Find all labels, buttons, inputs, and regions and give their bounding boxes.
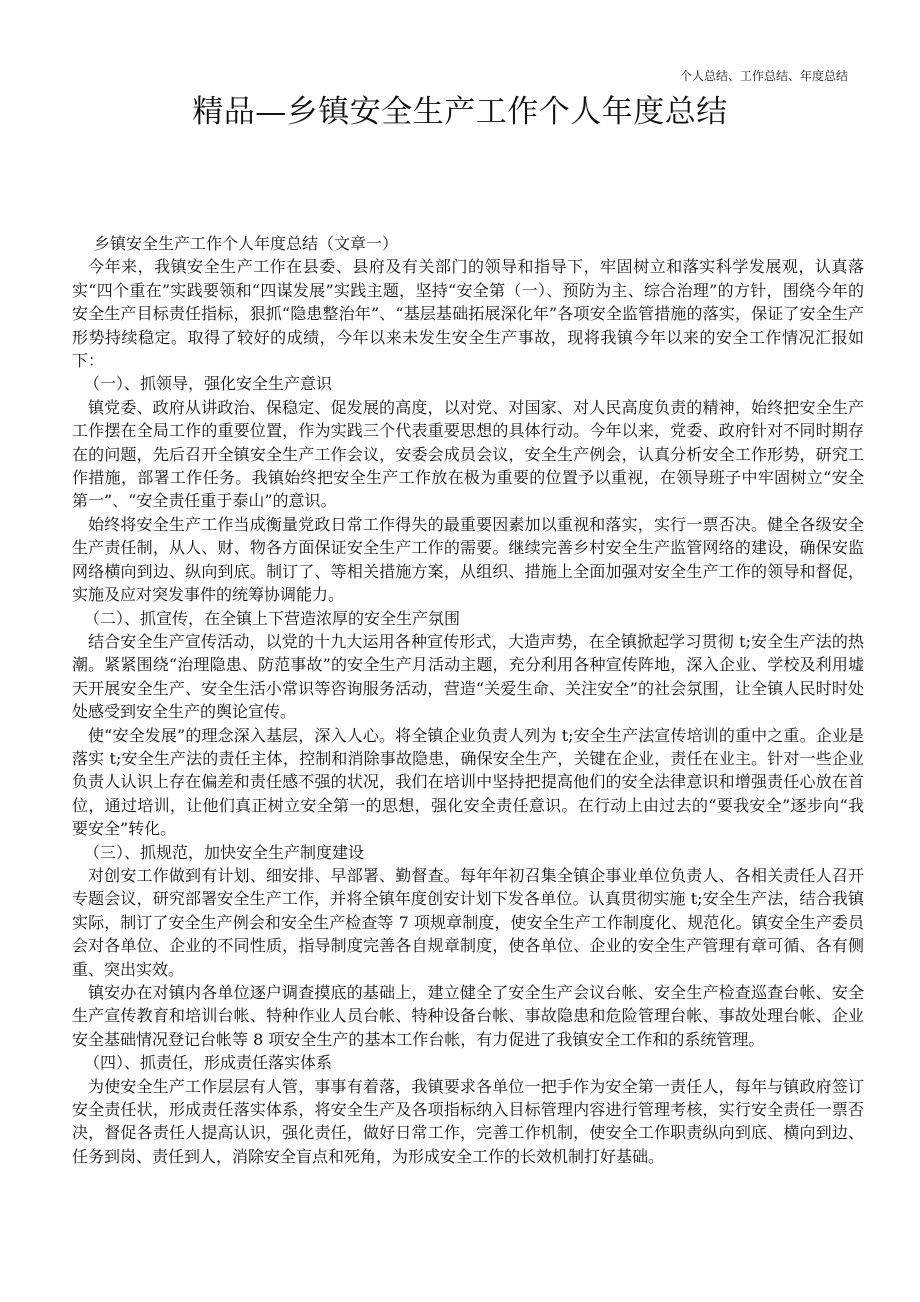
section-heading: （四）、抓责任，形成责任落实体系 [84,1053,333,1073]
header-note: 个人总结、工作总结、年度总结 [679,69,848,83]
body-paragraph: 镇安办在对镇内各单位逐户调查摸底的基础上，建立健全了安全生产会议台帐、安全生产检查巡查台帐、安全生产宣传教育和培训台帐、特种作业人员台帐、特种设备台帐、事故隐患和危险管理台帐、事故处理台帐、企业安全基础情况登记台帐等 8 项安全生产的基本工作台帐，有力促进了我镇安全工作和的系统管理。 [72,983,864,1049]
document-title: 精品—乡镇安全生产工作个人年度总结 [192,94,728,130]
document-body [72,232,864,1168]
body-paragraph: 为使安全生产工作层层有人管，事事有着落，我镇要求各单位一把手作为安全第一责任人，每年与镇政府签订安全责任状，形成责任落实体系，将安全生产及各项指标纳入目标管理内容进行管理考核，实行安全责任一票否决，督促各责任人提高认识，强化责任，做好日常工作，完善工作机制，使安全工作职责纵向到底、横向到边、任务到岗、责任到人，消除安全盲点和死角，为形成安全工作的长效机制打好基础。 [72,1076,864,1166]
body-paragraph: 始终将安全生产工作当成衡量党政日常工作得失的最重要因素加以重视和落实，实行一票否决。健全各级安全生产责任制，从人、财、物各方面保证安全生产工作的需要。继续完善乡村安全生产监管网络的建设，确保安监网络横向到边、纵向到底。制订了、等相关措施方案，从组织、措施上全面加强对安全生产工作的领导和督促，实施及应对突发事件的统筹协调能力。 [72,514,864,605]
section-heading: （三）、抓规范，加快安全生产制度建设 [84,842,365,862]
section-heading: （二）、抓宣传，在全镇上下营造浓厚的安全生产氛围 [84,608,461,628]
body-paragraph: 使“安全发展”的理念深入基层，深入人心。将全镇企业负责人列为 t;安全生产法宣传培训的重中之重。企业是落实 t;安全生产法的责任主体，控制和消除事故隐患，确保安全生产，关键在企业，责任在业主。针对一些企业负责人认识上存在偏差和责任感不强的状况，我们在培训中坚持把提高他们的安全法律意识和增强责任心放在首位，通过培训，让他们真正树立安全第一的思想，强化安全责任意识。在行动上由过去的“要我安全”逐步向“我要安全”转化。 [72,725,864,839]
body-paragraph: 对创安工作做到有计划、细安排、早部署、勤督查。每年年初召集全镇企事业单位负责人、各相关责任人召开专题会议，研究部署安全生产工作，并将全镇年度创安计划下发各单位。认真贯彻实施 t;安全生产法，结合我镇实际，制订了安全生产例会和安全生产检查等 7 项规章制度，使安全生产工作制度化、规范化。镇安全生产委员会对各单位、企业的不同性质，指导制度完善各自规章制度，使各单位、企业的安全生产管理有章可循、各有侧重、突出实效。 [72,865,864,979]
article-heading: 乡镇安全生产工作个人年度总结（文章一） [94,234,399,253]
body-paragraph: 今年来，我镇安全生产工作在县委、县府及有关部门的领导和指导下，牢固树立和落实科学发展观，认真落实“四个重在”实践要领和“四谋发展”实践主题，坚持“安全第（一）、预防为主、综合治理”的方针，围绕今年的安全生产目标责任指标，狠抓“隐患整治年”、“基层基础拓展深化年”各项安全监管措施的落实，保证了安全生产形势持续稳定。取得了较好的成绩，今年以来未发生安全生产事故，现将我镇今年以来的安全工作情况汇报如下： [72,257,864,371]
body-paragraph: 镇党委、政府从讲政治、保稳定、促发展的高度，以对党、对国家、对人民高度负责的精神，始终把安全生产工作摆在全局工作的重要位置，作为实践三个代表重要思想的具体行动。今年以来，党委、政府针对不同时期存在的问题，先后召开全镇安全生产工作会议，安委会成员会议，安全生产例会，认真分析安全工作形势，研究工作措施，部署工作任务。我镇始终把安全生产工作放在极为重要的位置予以重视，在领导班子中牢固树立“安全第一”、“安全责任重于泰山”的意识。 [72,397,864,511]
body-paragraph: 结合安全生产宣传活动，以党的十九大运用各种宣传形式，大造声势，在全镇掀起学习贯彻 t;安全生产法的热潮。紧紧围绕“治理隐患、防范事故”的安全生产月活动主题，充分利用各种宣传阵地，深入企业、学校及利用墟天开展安全生产、安全生活小常识等咨询服务活动，营造“关爱生命、关注安全”的社会氛围，让全镇人民时时处处感受到安全生产的舆论宣传。 [72,631,864,722]
section-heading: （一）、抓领导，强化安全生产意识 [84,374,333,394]
